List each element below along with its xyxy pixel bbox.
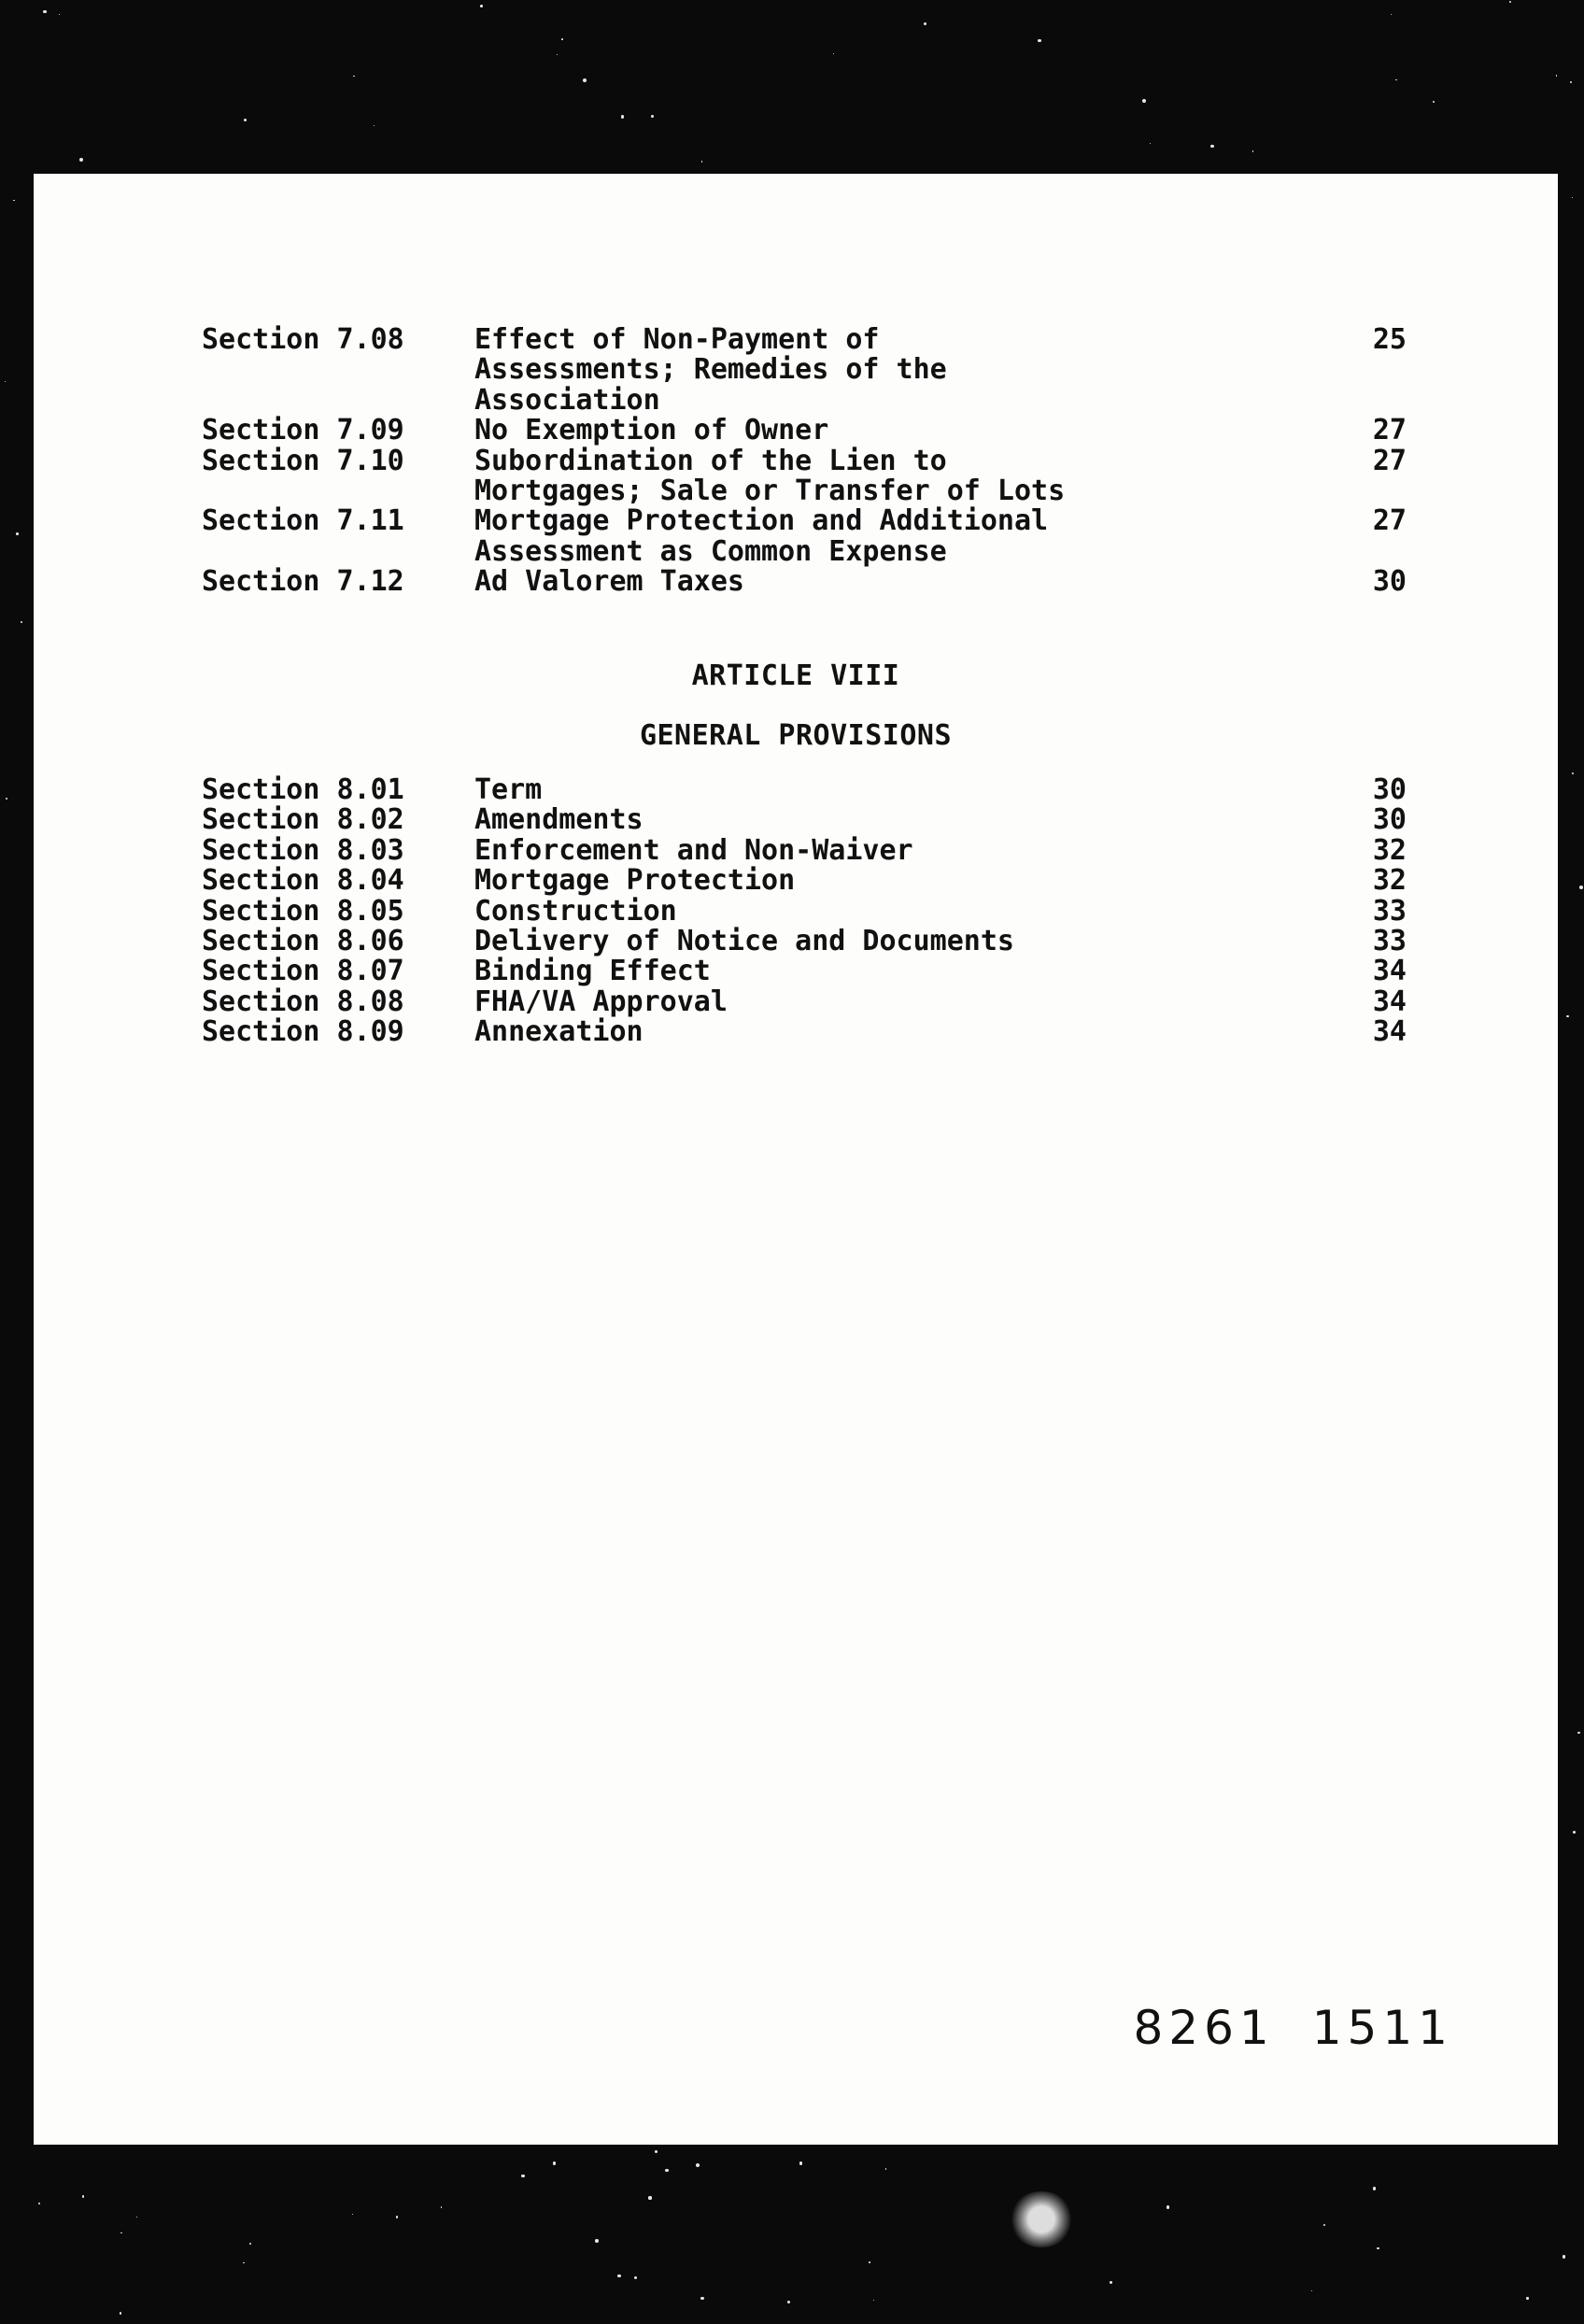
- scan-speck: [352, 2214, 353, 2215]
- scan-speck: [1252, 150, 1254, 152]
- section-number: Section 8.05: [202, 894, 404, 928]
- scan-speck: [120, 2232, 122, 2234]
- scan-speck: [1556, 75, 1558, 77]
- section-title: Ad Valorem Taxes: [474, 565, 744, 599]
- scan-speck: [396, 2216, 399, 2218]
- section-number: Section 8.01: [202, 773, 404, 806]
- section-title: Enforcement and Non-Waiver: [474, 833, 913, 867]
- toc-row-8-04: [202, 866, 1407, 896]
- scan-speck: [595, 2239, 599, 2243]
- scan-speck: [561, 38, 563, 40]
- page-number: 32: [1372, 833, 1407, 867]
- scan-speck: [1373, 2187, 1376, 2189]
- section-number: Section 8.07: [202, 955, 404, 988]
- scan-speck: [701, 161, 703, 163]
- scan-speck: [43, 10, 46, 13]
- section-title: FHA/VA Approval: [474, 985, 728, 1018]
- section-title: Annexation: [474, 1015, 644, 1049]
- scan-speck: [1570, 81, 1572, 83]
- scan-speck: [655, 2150, 658, 2153]
- scan-speck: [249, 2243, 251, 2245]
- scan-speck: [696, 2163, 700, 2167]
- section-number: Section 8.06: [202, 925, 404, 958]
- article-heading: ARTICLE VIII: [691, 659, 900, 692]
- scan-speck: [480, 5, 483, 7]
- scan-speck: [1433, 101, 1435, 103]
- scan-speck: [1323, 2224, 1325, 2226]
- document-page: [34, 174, 1558, 2145]
- section-number: Section 7.10: [202, 444, 404, 477]
- scan-speck: [21, 621, 22, 623]
- section-number: Section 8.03: [202, 833, 404, 867]
- section-number: Section 7.09: [202, 414, 404, 447]
- page-number: 27: [1372, 504, 1407, 538]
- section-number: Section 7.11: [202, 504, 404, 538]
- scan-speck: [617, 2274, 620, 2277]
- scan-speck: [38, 2203, 40, 2204]
- scan-speck: [1579, 886, 1583, 889]
- toc-row-7-10: [202, 446, 1407, 507]
- scan-speck: [1577, 1732, 1580, 1735]
- page-number: 25: [1372, 323, 1407, 356]
- page-number: 34: [1372, 955, 1407, 988]
- section-title: Amendments: [474, 803, 644, 837]
- scan-speck: [648, 2196, 651, 2199]
- scan-blot: [1009, 2191, 1074, 2247]
- scan-speck: [1572, 197, 1573, 198]
- toc-row-8-09: [202, 1017, 1407, 1047]
- page-number: 27: [1372, 444, 1407, 477]
- toc-row-7-12: [202, 567, 1407, 597]
- scan-speck: [1509, 1, 1511, 3]
- scan-speck: [1210, 145, 1214, 149]
- page-number: 30: [1372, 773, 1407, 806]
- scan-speck: [1142, 99, 1146, 103]
- section-title: Term: [474, 773, 543, 806]
- scan-speck: [120, 2312, 122, 2315]
- scan-speck: [1167, 2205, 1170, 2209]
- scan-speck: [82, 2195, 84, 2197]
- section-title: Binding Effect: [474, 955, 711, 988]
- section-title: Effect of Non-Payment of Assessments; Remedies of the Association: [474, 323, 947, 417]
- scan-speck: [1150, 143, 1151, 144]
- scan-speck: [787, 2301, 790, 2303]
- section-title: Subordination of the Lien to Mortgages; Sale or Transfer of Lots: [474, 444, 1066, 508]
- section-number: Section 8.08: [202, 985, 404, 1018]
- scan-speck: [1377, 2247, 1379, 2249]
- scan-speck: [553, 2161, 557, 2165]
- page-number: 34: [1372, 1015, 1407, 1049]
- scan-speck: [1526, 2297, 1528, 2299]
- toc-row-7-08: [202, 325, 1407, 416]
- scan-speck: [799, 2161, 803, 2165]
- scan-speck: [634, 2276, 637, 2279]
- page-number: 33: [1372, 894, 1407, 928]
- page-number: 30: [1372, 565, 1407, 599]
- scan-speck: [651, 115, 654, 118]
- toc-row-8-01: [202, 775, 1407, 805]
- scan-speck: [13, 200, 15, 202]
- scan-speck: [621, 115, 624, 118]
- page-number: 27: [1372, 414, 1407, 447]
- scan-speck: [557, 54, 558, 55]
- scan-speck: [79, 158, 83, 162]
- scan-speck: [1391, 14, 1392, 15]
- toc-row-7-09: [202, 416, 1407, 446]
- scan-speck: [441, 2206, 443, 2208]
- section-title: Delivery of Notice and Documents: [474, 925, 1014, 958]
- stamp-left: 8261: [1133, 2001, 1275, 2055]
- scan-speck: [665, 2169, 669, 2173]
- scan-speck: [521, 2175, 524, 2177]
- section-number: Section 8.09: [202, 1015, 404, 1049]
- scan-speck: [5, 381, 6, 382]
- scan-speck: [873, 2300, 874, 2301]
- page-number: 33: [1372, 925, 1407, 958]
- section-title: Construction: [474, 894, 677, 928]
- scan-speck: [243, 2262, 245, 2264]
- section-number: Section 8.04: [202, 864, 404, 898]
- scan-speck: [136, 2217, 137, 2218]
- scan-speck: [583, 78, 587, 82]
- page-number: 32: [1372, 864, 1407, 898]
- scan-speck: [1110, 2281, 1113, 2285]
- scan-speck: [1572, 772, 1574, 774]
- toc-row-8-05: [202, 894, 1407, 928]
- scan-speck: [1038, 39, 1040, 42]
- section-number: Section 8.02: [202, 803, 404, 837]
- toc-row-8-06: [202, 927, 1407, 957]
- scan-speck: [16, 532, 19, 535]
- toc-row-8-07: [202, 957, 1407, 986]
- document-stamp-number: [1061, 2001, 1453, 2055]
- toc-article-7: [202, 325, 1407, 598]
- section-title: No Exemption of Owner: [474, 414, 829, 447]
- article-subheading: GENERAL PROVISIONS: [639, 719, 953, 752]
- scan-speck: [1573, 1831, 1576, 1834]
- page-number: 34: [1372, 985, 1407, 1018]
- scan-speck: [885, 2168, 887, 2170]
- stamp-right: 1511: [1311, 2001, 1453, 2055]
- scan-speck: [244, 119, 247, 121]
- toc-article-8: [202, 775, 1407, 1048]
- scan-speck: [59, 14, 60, 15]
- section-title: Mortgage Protection: [474, 864, 796, 898]
- scan-speck: [869, 2261, 870, 2263]
- toc-row-8-08: [202, 987, 1407, 1017]
- section-number: Section 7.12: [202, 565, 404, 599]
- scan-speck: [353, 76, 354, 77]
- scan-speck: [374, 125, 375, 126]
- toc-row-8-02: [202, 805, 1407, 835]
- page-number: 30: [1372, 803, 1407, 837]
- scan-speck: [1311, 2290, 1312, 2291]
- scan-speck: [1395, 79, 1397, 81]
- scan-speck: [1563, 2255, 1565, 2258]
- toc-row-8-03: [202, 833, 1407, 867]
- toc-row-7-11: [202, 506, 1407, 567]
- scan-speck: [1566, 1015, 1568, 1017]
- section-number: Section 7.08: [202, 323, 404, 356]
- section-title: Mortgage Protection and Additional Assessment as Common Expense: [474, 504, 1049, 568]
- scan-speck: [924, 22, 926, 25]
- scan-speck: [833, 53, 834, 54]
- scan-speck: [6, 798, 7, 800]
- scan-speck: [700, 2297, 703, 2300]
